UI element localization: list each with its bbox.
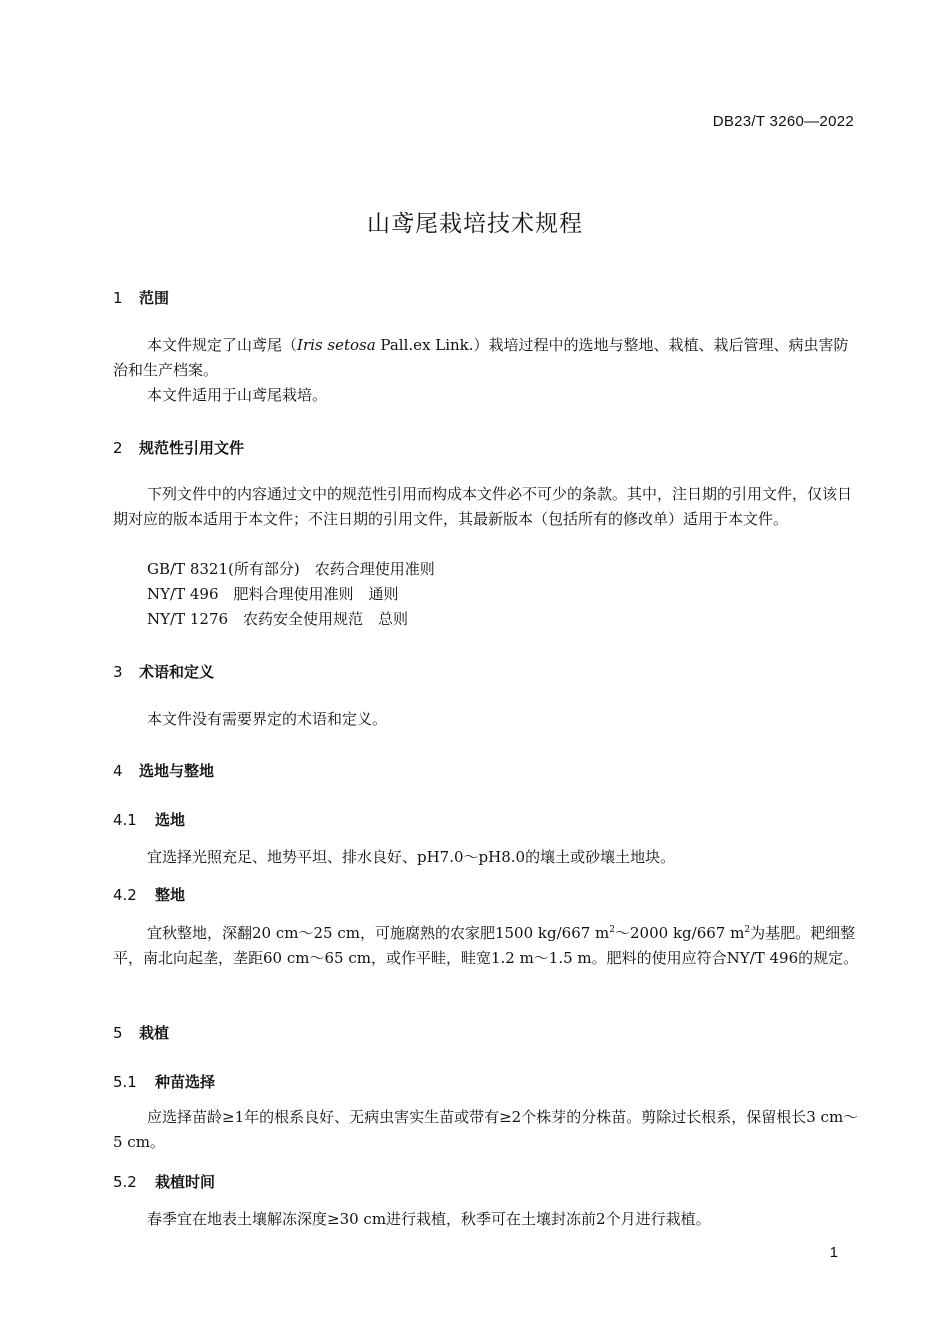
section-4-1-paragraph: 宜选择光照充足、地势平坦、排水良好、pH7.0～pH8.0的壤土或砂壤土地块。 xyxy=(147,848,676,866)
section-3-paragraph-1: 本文件没有需要界定的术语和定义。 xyxy=(147,710,388,728)
section-number: 5.1 xyxy=(113,1073,137,1091)
reference-item: NY/T 496 肥料合理使用准则 通则 xyxy=(147,585,399,603)
section-number: 4 xyxy=(113,762,123,780)
section-title: 选地 xyxy=(155,811,186,829)
section-3-heading xyxy=(113,661,214,682)
section-number: 4.2 xyxy=(113,886,137,904)
section-1-paragraph-1 xyxy=(113,333,861,383)
superscript: 2 xyxy=(744,925,751,935)
section-title: 栽植时间 xyxy=(155,1173,216,1191)
section-number: 5.2 xyxy=(113,1173,137,1191)
section-number: 1 xyxy=(113,289,123,307)
standard-code: DB23/T 3260—2022 xyxy=(712,113,854,130)
section-4-1-heading xyxy=(113,809,185,830)
section-5-1-heading xyxy=(113,1071,215,1092)
section-5-2-heading xyxy=(113,1171,215,1192)
section-4-2-heading xyxy=(113,884,185,905)
section-5-heading xyxy=(113,1022,169,1043)
section-title: 整地 xyxy=(155,886,186,904)
section-title: 选地与整地 xyxy=(139,762,215,780)
section-5-1-paragraph: 应选择苗龄≥1年的根系良好、无病虫害实生苗或带有≥2个株芽的分株苗。剪除过长根系，保留根长3 cm～5 cm。 xyxy=(113,1108,859,1151)
reference-item: GB/T 8321(所有部分) 农药合理使用准则 xyxy=(147,560,435,578)
section-title: 栽植 xyxy=(139,1024,170,1042)
latin-name: Iris setosa xyxy=(297,336,376,354)
section-number: 4.1 xyxy=(113,811,137,829)
section-1-paragraph-2: 本文件适用于山鸢尾栽培。 xyxy=(147,386,328,404)
section-title: 规范性引用文件 xyxy=(139,439,245,457)
page-title: 山鸢尾栽培技术规程 xyxy=(367,211,583,237)
page-number: 1 xyxy=(829,1244,838,1261)
text: 为基肥。耙细整平，南北向起垄，垄距60 cm～65 cm，或作平畦，畦宽1.2 m～1.5 m。肥料的使用应符合NY/T 496的规定。 xyxy=(113,924,859,967)
section-title: 种苗选择 xyxy=(155,1073,216,1091)
superscript: 2 xyxy=(609,925,616,935)
section-2-heading xyxy=(113,437,244,458)
section-4-heading xyxy=(113,760,214,781)
section-title: 术语和定义 xyxy=(139,663,215,681)
section-4-2-paragraph xyxy=(113,918,861,971)
section-5-2-paragraph: 春季宜在地表土壤解冻深度≥30 cm进行栽植，秋季可在土壤封冻前2个月进行栽植。 xyxy=(147,1210,711,1228)
section-number: 2 xyxy=(113,439,123,457)
section-number: 3 xyxy=(113,663,123,681)
section-2-paragraph-1: 下列文件中的内容通过文中的规范性引用而构成本文件必不可少的条款。其中，注日期的引用文件，仅该日期对应的版本适用于本文件；不注日期的引用文件，其最新版本（包括所有的修改单）适用于本文件。 xyxy=(113,485,853,528)
reference-item: NY/T 1276 农药安全使用规范 总则 xyxy=(147,610,409,628)
text: 本文件规定了山鸢尾（ xyxy=(147,336,298,354)
section-number: 5 xyxy=(113,1024,123,1042)
text: Pall.ex Link.）栽培过程中的选地与整地、栽植、栽后管理、病虫害防治和生产档案。 xyxy=(113,336,849,379)
text: 宜秋整地，深翻20 cm～25 cm，可施腐熟的农家肥1500 kg/667 m xyxy=(147,924,610,942)
section-1-heading xyxy=(113,287,169,308)
text: ～2000 kg/667 m xyxy=(615,924,745,942)
section-title: 范围 xyxy=(139,289,170,307)
